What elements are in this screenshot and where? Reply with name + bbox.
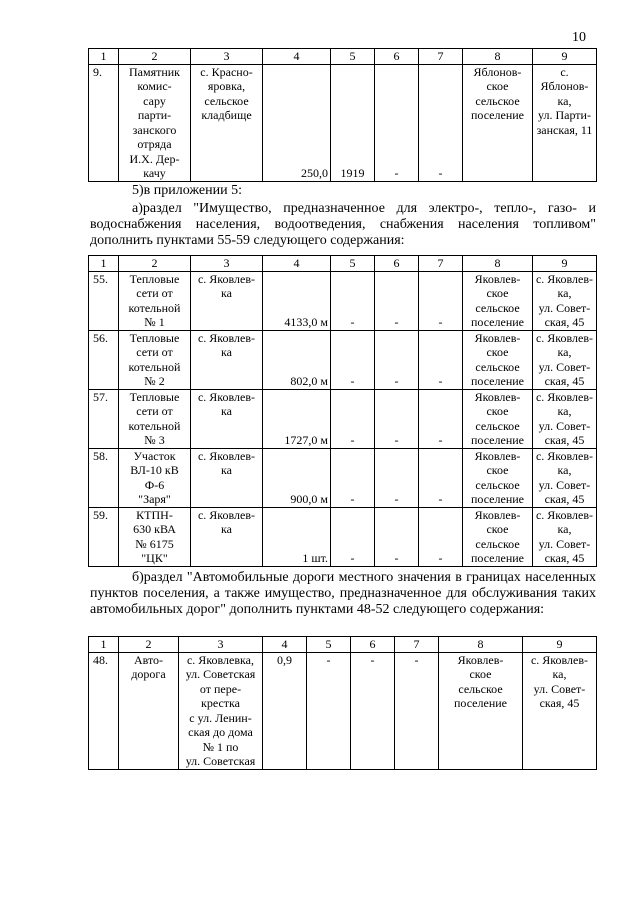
- cell-c7: -: [419, 507, 463, 566]
- cell-c5: 1919: [331, 64, 375, 181]
- cell-c2: Авто- дорога: [119, 652, 179, 769]
- cell-c1: 56.: [89, 330, 119, 389]
- cell-c3: с. Яковлев- ка: [191, 448, 263, 507]
- header-cell: 8: [439, 637, 523, 653]
- header-cell: 1: [89, 49, 119, 65]
- cell-c6: -: [375, 448, 419, 507]
- table-row: [89, 330, 597, 389]
- cell-c3: с. Яковлев- ка: [191, 389, 263, 448]
- header-cell: 5: [331, 49, 375, 65]
- cell-c7: -: [419, 389, 463, 448]
- cell-c6: -: [351, 652, 395, 769]
- cell-c3: с. Красно- яровка, сельское кладбище: [191, 64, 263, 181]
- cell-c1: 48.: [89, 652, 119, 769]
- cell-c8: Яковлев- ское сельское поселение: [463, 330, 533, 389]
- cell-c1: 9.: [89, 64, 119, 181]
- header-cell: 6: [351, 637, 395, 653]
- header-cell: 5: [331, 256, 375, 272]
- header-cell: 1: [89, 256, 119, 272]
- cell-c8: Яковлев- ское сельское поселение: [463, 507, 533, 566]
- cell-c2: Участок ВЛ-10 кВ Ф-6 "Заря": [119, 448, 191, 507]
- header-cell: 2: [119, 49, 191, 65]
- header-cell: 4: [263, 637, 307, 653]
- header-cell: 8: [463, 49, 533, 65]
- cell-c6: -: [375, 271, 419, 330]
- header-cell: 7: [395, 637, 439, 653]
- header-cell: 5: [307, 637, 351, 653]
- cell-c7: -: [419, 448, 463, 507]
- header-cell: 4: [263, 256, 331, 272]
- cell-c4: 1727,0 м: [263, 389, 331, 448]
- cell-c2: Памятник комис- сару парти- занского отряда И.Х. Дер- качу: [119, 64, 191, 181]
- table-header-row: [89, 637, 597, 653]
- cell-c3: с. Яковлевка, ул. Советская от пере- крестка с ул. Ленин- ская до дома № 1 по ул. Советская: [179, 652, 263, 769]
- cell-c9: с. Яковлев- ка, ул. Совет- ская, 45: [533, 330, 597, 389]
- header-cell: 3: [191, 256, 263, 272]
- table-header-row: [89, 49, 597, 65]
- section-b-paragraph: б)раздел "Автомобильные дороги местного значения в границах населенных пунктов поселения, а также имущество, предназначенное для обслуживания таких автомобильных дорог" дополнить пунктами 48-52 следующего содержания:: [90, 570, 596, 617]
- cell-c3: с. Яковлев- ка: [191, 507, 263, 566]
- header-cell: 3: [179, 637, 263, 653]
- cell-c1: 57.: [89, 389, 119, 448]
- table-row: [89, 271, 597, 330]
- table-row: [89, 448, 597, 507]
- header-cell: 6: [375, 256, 419, 272]
- cell-c9: с. Яковлев- ка, ул. Совет- ская, 45: [533, 507, 597, 566]
- table-header-row: [89, 256, 597, 272]
- header-cell: 3: [191, 49, 263, 65]
- header-cell: 9: [523, 637, 597, 653]
- table-roads: [88, 636, 597, 770]
- cell-c4: 802,0 м: [263, 330, 331, 389]
- table-row: [89, 507, 597, 566]
- cell-c5: -: [331, 271, 375, 330]
- cell-c5: -: [331, 448, 375, 507]
- section-5-heading: 5)в приложении 5:: [132, 183, 242, 198]
- header-cell: 2: [119, 256, 191, 272]
- header-cell: 1: [89, 637, 119, 653]
- table-property-1: [88, 48, 597, 182]
- section-a-paragraph: а)раздел "Имущество, предназначенное для электро-, тепло-, газо- и водоснабжения населения, водоотведения, снабжения населения топливом" дополнить пунктами 55-59 следующего содержания:: [90, 201, 596, 248]
- cell-c6: -: [375, 507, 419, 566]
- cell-c4: 900,0 м: [263, 448, 331, 507]
- cell-c9: с. Яблонов- ка, ул. Парти- занская, 11: [533, 64, 597, 181]
- cell-c2: Тепловые сети от котельной № 1: [119, 271, 191, 330]
- header-cell: 2: [119, 637, 179, 653]
- cell-c7: -: [419, 271, 463, 330]
- cell-c8: Яковлев- ское сельское поселение: [439, 652, 523, 769]
- cell-c8: Яковлев- ское сельское поселение: [463, 389, 533, 448]
- cell-c3: с. Яковлев- ка: [191, 271, 263, 330]
- cell-c1: 55.: [89, 271, 119, 330]
- table-row: [89, 389, 597, 448]
- cell-c2: КТПН- 630 кВА № 6175 "ЦК": [119, 507, 191, 566]
- cell-c9: с. Яковлев- ка, ул. Совет- ская, 45: [533, 389, 597, 448]
- cell-c9: с. Яковлев- ка, ул. Совет- ская, 45: [533, 448, 597, 507]
- cell-c6: -: [375, 64, 419, 181]
- header-cell: 7: [419, 256, 463, 272]
- cell-c4: 1 шт.: [263, 507, 331, 566]
- cell-c5: -: [307, 652, 351, 769]
- cell-c2: Тепловые сети от котельной № 2: [119, 330, 191, 389]
- cell-c6: -: [375, 330, 419, 389]
- table-utilities: [88, 255, 597, 567]
- header-cell: 7: [419, 49, 463, 65]
- cell-c3: с. Яковлев- ка: [191, 330, 263, 389]
- cell-c5: -: [331, 507, 375, 566]
- cell-c4: 4133,0 м: [263, 271, 331, 330]
- header-cell: 9: [533, 256, 597, 272]
- header-cell: 4: [263, 49, 331, 65]
- header-cell: 9: [533, 49, 597, 65]
- cell-c6: -: [375, 389, 419, 448]
- table-row: [89, 64, 597, 181]
- cell-c4: 0,9: [263, 652, 307, 769]
- cell-c7: -: [395, 652, 439, 769]
- cell-c8: Яковлев- ское сельское поселение: [463, 271, 533, 330]
- cell-c5: -: [331, 389, 375, 448]
- cell-c8: Яблонов- ское сельское поселение: [463, 64, 533, 181]
- header-cell: 6: [375, 49, 419, 65]
- cell-c7: -: [419, 64, 463, 181]
- cell-c5: -: [331, 330, 375, 389]
- cell-c8: Яковлев- ское сельское поселение: [463, 448, 533, 507]
- header-cell: 8: [463, 256, 533, 272]
- cell-c7: -: [419, 330, 463, 389]
- table-row: [89, 652, 597, 769]
- cell-c9: с. Яковлев- ка, ул. Совет- ская, 45: [533, 271, 597, 330]
- cell-c2: Тепловые сети от котельной № 3: [119, 389, 191, 448]
- cell-c9: с. Яковлев- ка, ул. Совет- ская, 45: [523, 652, 597, 769]
- cell-c1: 58.: [89, 448, 119, 507]
- page-number: 10: [572, 30, 586, 45]
- cell-c1: 59.: [89, 507, 119, 566]
- cell-c4: 250,0: [263, 64, 331, 181]
